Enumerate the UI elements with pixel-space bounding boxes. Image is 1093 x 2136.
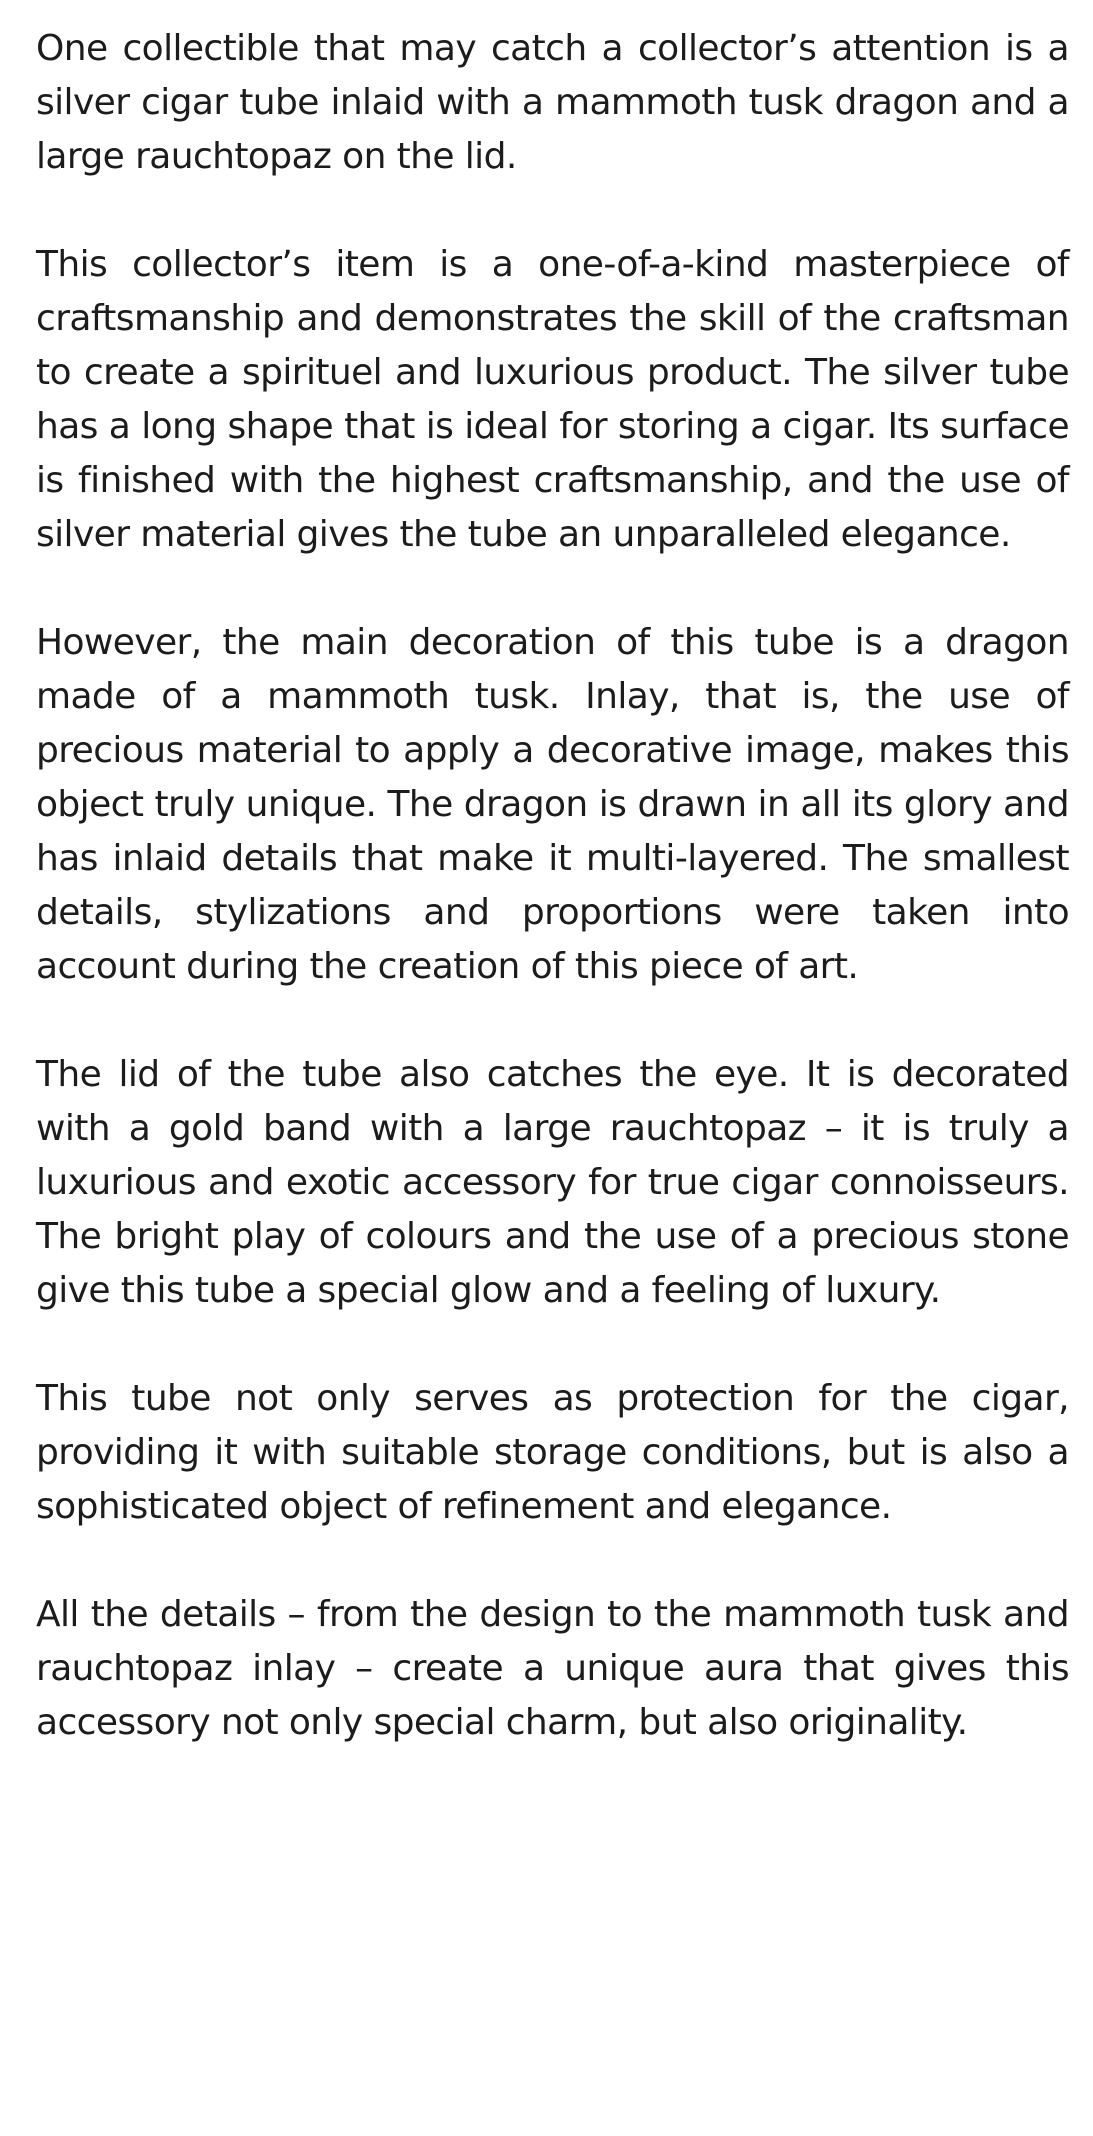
paragraph-intro: One collectible that may catch a collector’s attention is a silver cigar tube inlaid with a mammoth tusk dragon and a large rauchtopaz on the lid. [36, 28, 1069, 177]
paragraph-craftsmanship: This collector’s item is a one-of-a-kind masterpiece of craftsmanship and demonstrates the skill of the craftsman to create a spirituel and luxurious product. The silver tube has a long shape that is ideal for storing a cigar. Its surface is finished with the highest craftsmanship, and the use of silver material gives the tube an unparalleled elegance. [36, 244, 1069, 555]
paragraph-protection: This tube not only serves as protection for the cigar, providing it with suitable storage conditions, but is also a sophisticated object of refinement and elegance. [36, 1378, 1069, 1527]
paragraph-conclusion: All the details – from the design to the mammoth tusk and rauchtopaz inlay – create a unique aura that gives this accessory not only special charm, but also originality. [36, 1594, 1069, 1743]
paragraph-lid: The lid of the tube also catches the eye. It is decorated with a gold band with a large rauchtopaz – it is truly a luxurious and exotic accessory for true cigar connoisseurs. The bright play of colours and the use of a precious stone give this tube a special glow and a feeling of luxury. [36, 1054, 1069, 1311]
paragraph-dragon-inlay: However, the main decoration of this tube is a dragon made of a mammoth tusk. Inlay, that is, the use of precious material to apply a decorative image, makes this object truly unique. The dragon is drawn in all its glory and has inlaid details that make it multi-layered. The smallest details, stylizations and proportions were taken into account during the creation of this piece of art. [36, 622, 1069, 987]
article-body [36, 22, 1069, 1750]
